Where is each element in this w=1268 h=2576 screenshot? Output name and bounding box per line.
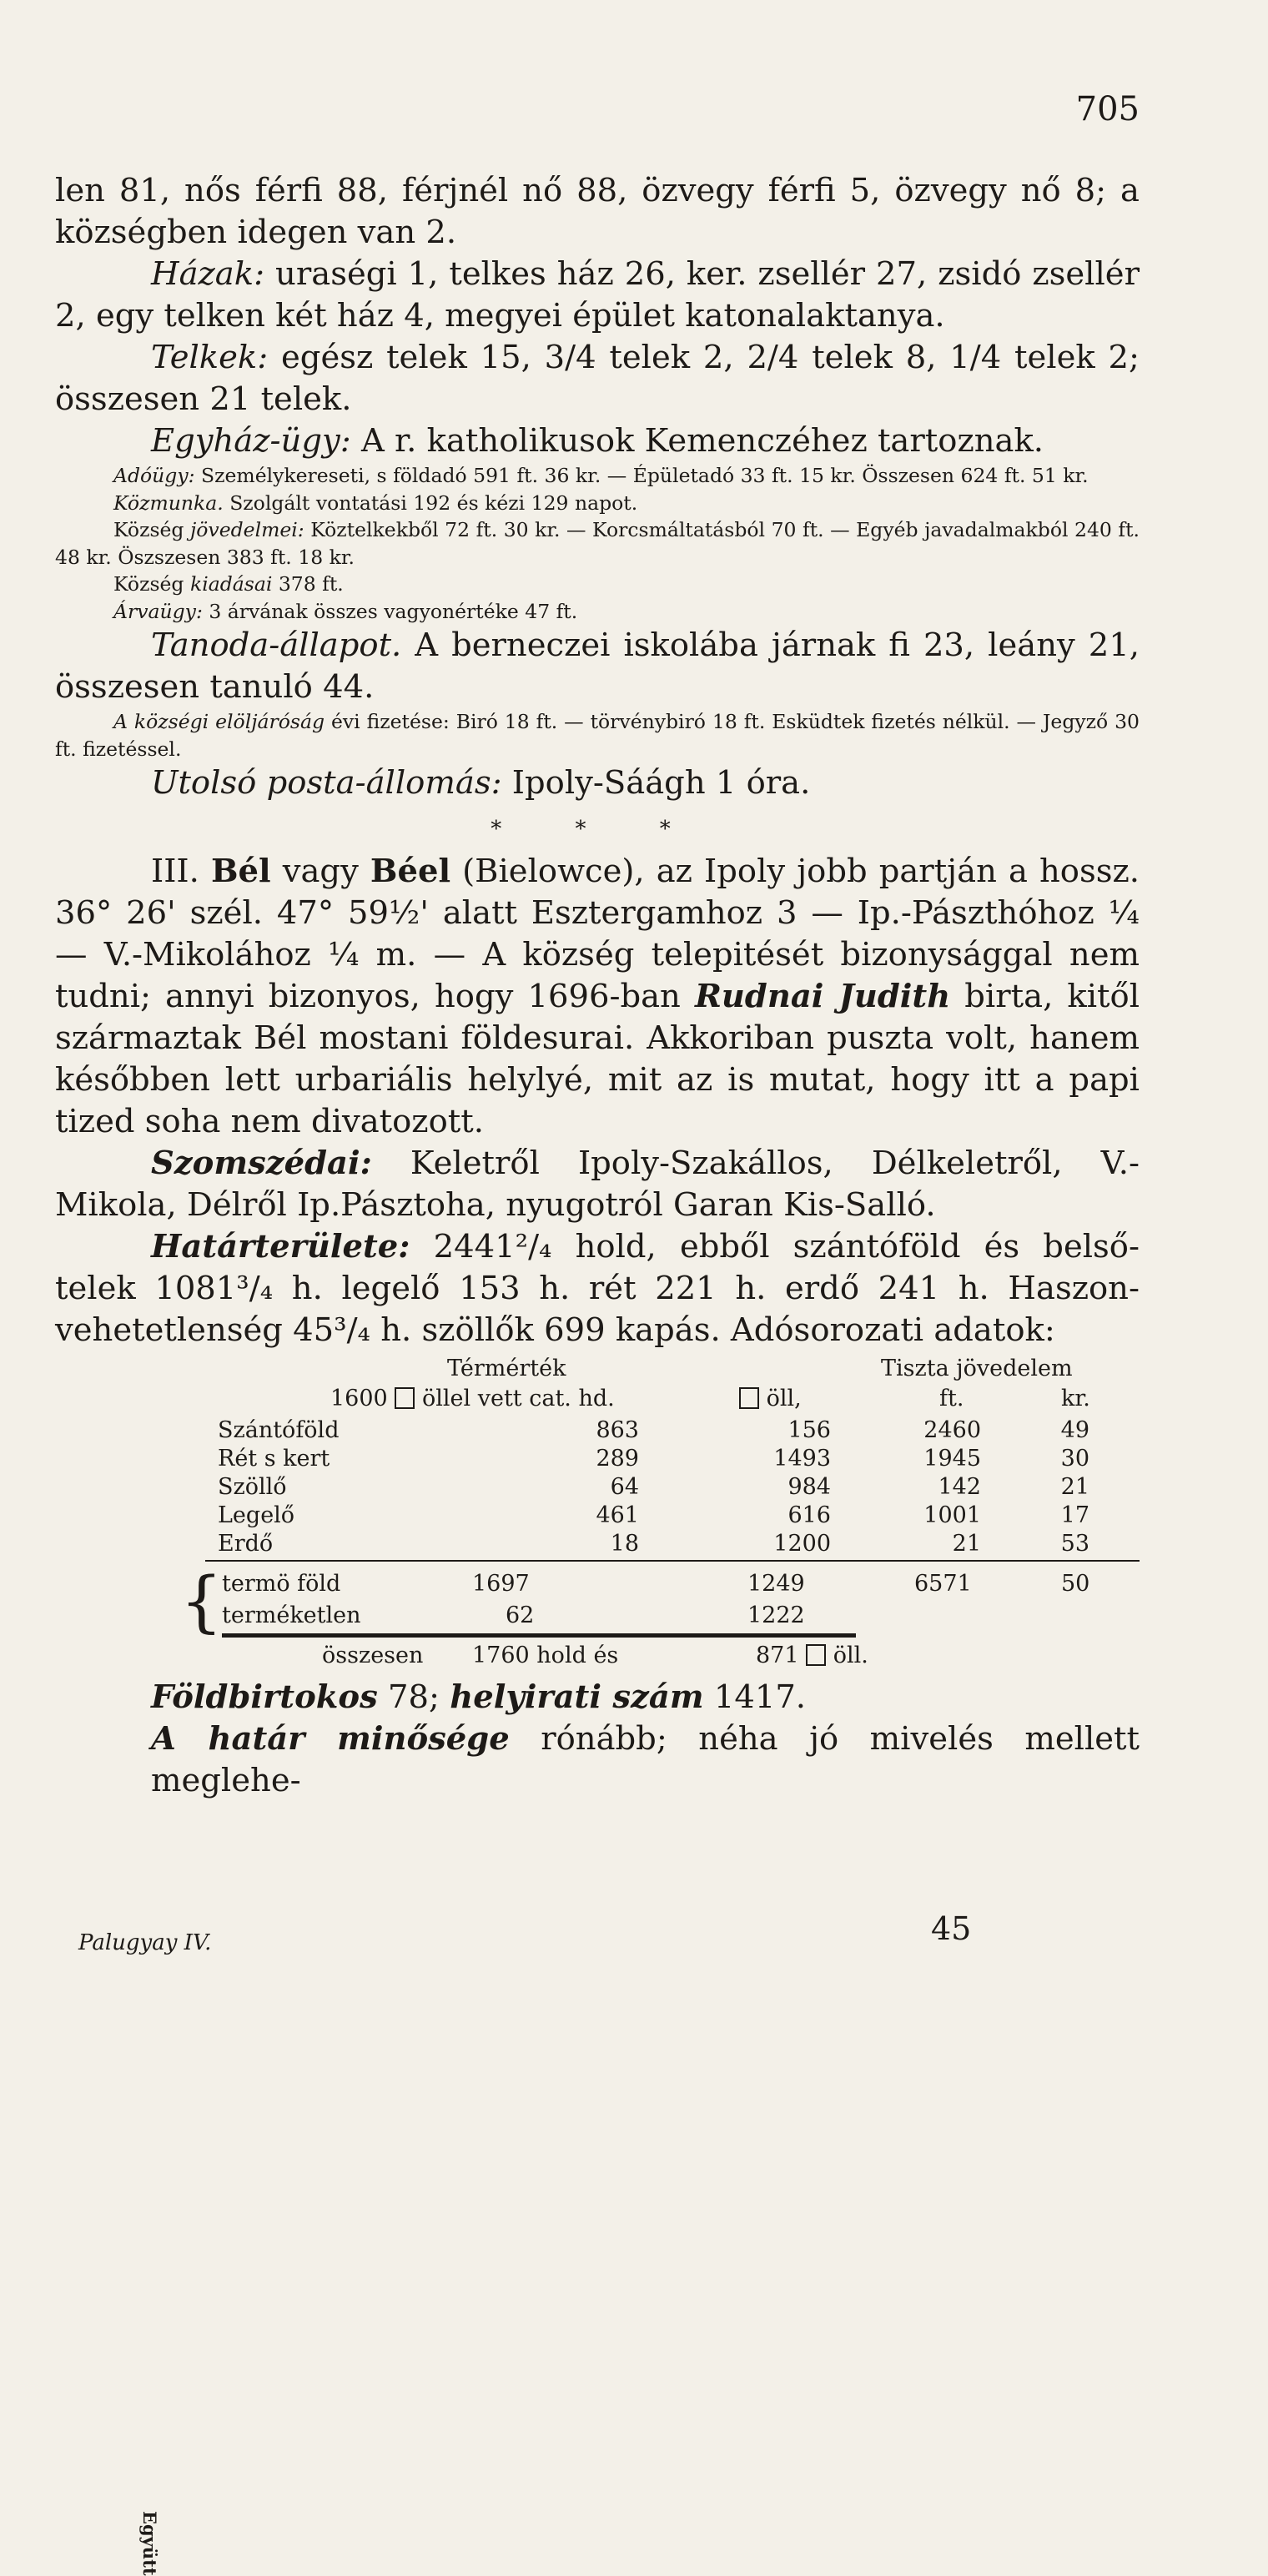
square-icon: [739, 1387, 759, 1409]
table-cell: 616: [787, 1502, 831, 1528]
tanoda-label: Tanoda-állapot.: [151, 626, 402, 664]
table-cell: 21: [1060, 1474, 1089, 1500]
table-cell: 984: [787, 1474, 831, 1500]
header-1600: [330, 1385, 415, 1412]
footer: [55, 1910, 1140, 1960]
kiadasai-label-b: kiadásai: [189, 572, 273, 596]
header-ft: ft.: [939, 1386, 964, 1411]
table-cell: 64: [610, 1474, 639, 1500]
table-row-label: Rét s kert: [218, 1446, 330, 1472]
para-egyhaz: [55, 420, 1140, 462]
posta-text: Ipoly-Sáágh 1 óra.: [501, 764, 811, 802]
table-cell: 18: [610, 1531, 639, 1557]
hatar-label: Határterülete:: [151, 1228, 410, 1265]
para-hazak: [55, 254, 1140, 337]
para-kozmunka: [55, 490, 1140, 517]
arvaugy-text: 3 árvának összes vagyonértéke 47 ft.: [202, 599, 578, 623]
adougy-label: Adóügy:: [113, 464, 195, 487]
para-bel: [55, 851, 1140, 1143]
rudnai-name: Rudnai Judith: [694, 978, 951, 1015]
sum-rule: [222, 1633, 856, 1638]
para-telkek: [55, 337, 1140, 420]
bel-name-2: Béel: [370, 853, 451, 890]
bel-name-1: Bél: [210, 853, 271, 890]
kiadasai-label-a: Község: [113, 572, 184, 596]
header-tiszta: Tiszta jövedelem: [881, 1356, 1073, 1381]
table-cell: 863: [596, 1417, 639, 1443]
total-termo-hd: 1697: [472, 1571, 530, 1597]
section-stars: * * *: [491, 817, 704, 842]
table-cell: 1945: [923, 1446, 981, 1472]
sum-hd: 1760 hold és: [472, 1643, 619, 1668]
square-icon: [806, 1644, 826, 1666]
table-row-label: Erdő: [218, 1531, 274, 1557]
helyirati-label: helyirati szám: [450, 1678, 704, 1716]
eloljaro-text: évi fizetése: Biró 18 ft. — törvénybiró 18 ft. Esküdtek fizetés nélkül. — Jegyző 30 ft. fizetéssel.: [55, 710, 1140, 761]
header-oll: [739, 1385, 802, 1412]
total-termeketlen-name: terméketlen: [222, 1602, 361, 1628]
table-cell: 53: [1060, 1531, 1089, 1557]
kiadasai-text: 378 ft.: [272, 572, 344, 596]
kozmunka-text: Szolgált vontatási 192 és kézi 129 napot.: [223, 491, 638, 515]
bel-number: III.: [151, 853, 199, 890]
table-cell: 1200: [773, 1531, 831, 1557]
total-termo-oll: 1249: [747, 1571, 805, 1597]
last-label: A határ minősége: [151, 1720, 510, 1758]
sum-oll-value: 871: [756, 1643, 799, 1668]
last-text: rónább; néha jó mivelés mellett meglehe-: [151, 1720, 1140, 1799]
sum-oll: [756, 1642, 868, 1669]
posta-label: Utolsó posta-állomás:: [151, 764, 502, 802]
para-posta: [55, 762, 1140, 804]
header-1600-text: 1600: [330, 1386, 388, 1411]
side-label: Együtt: [139, 2511, 160, 2576]
para-foldbirt: [55, 1677, 1140, 1718]
hazak-label: Házak:: [151, 255, 265, 293]
table-cell: 142: [938, 1474, 981, 1500]
sum-name: összesen: [322, 1643, 424, 1668]
table-cell: 21: [952, 1531, 981, 1557]
header-ollel: öllel vett cat. hd.: [422, 1386, 615, 1411]
table-cell: 1493: [773, 1446, 831, 1472]
square-icon: [395, 1387, 415, 1409]
header-kr: kr.: [1061, 1386, 1090, 1411]
table-row-label: Szántóföld: [218, 1417, 340, 1443]
page-number: 705: [1075, 90, 1140, 128]
sum-oll-unit: öll.: [833, 1643, 868, 1668]
kozmunka-label: Közmunka.: [113, 491, 224, 515]
para-hatar: [55, 1226, 1140, 1351]
tanoda-text: A berneczei iskolába járnak fi 23, leány 21, összesen tanuló 44.: [55, 626, 1140, 706]
total-termeketlen-hd: 62: [506, 1602, 535, 1628]
footer-sheet-number: 45: [931, 1910, 972, 1947]
egyhaz-label: Egyház-ügy:: [151, 422, 351, 460]
bel-text: (Bielowce), az Ipoly jobb partján a hossz. 36° 26' szél. 47° 59½' alatt Esztergamhoz 3 — Ip.-Pászthóhoz ¼ — V.-Mikolához ¼ m. — A község telepitését bizonysággal nem tudni; annyi bizonyos, hogy 1696-ban: [55, 853, 1140, 1015]
eloljaro-label: A községi elöljáróság: [113, 710, 325, 733]
hazak-text: uraségi 1, telkes ház 26, ker. zsellér 27, zsidó zsellér 2, egy telken két ház 4, megyei épület katonalaktanya.: [55, 255, 1140, 335]
para-eloljaro: [55, 708, 1140, 762]
table-cell: 2460: [923, 1417, 981, 1443]
table-cell: 49: [1060, 1417, 1089, 1443]
header-oll-text: öll,: [766, 1386, 802, 1411]
table-row-label: Legelő: [218, 1502, 295, 1528]
foldbirt-text: 78;: [377, 1678, 450, 1716]
telkek-label: Telkek:: [151, 339, 269, 376]
adougy-text: Személykereseti, s földadó 591 ft. 36 kr. — Épületadó 33 ft. 15 kr. Összesen 624 ft. 51 kr.: [194, 464, 1089, 487]
para-population: [55, 170, 1140, 254]
para-population-text: len 81, nős férfi 88, férjnél nő 88, özvegy férfi 5, özvegy nő 8; a községben idegen van 2.: [55, 172, 1140, 251]
table-cell: 289: [596, 1446, 639, 1472]
table-cell: 1001: [923, 1502, 981, 1528]
arvaugy-label: Árvaügy:: [113, 599, 203, 623]
table-cell: 17: [1060, 1502, 1089, 1528]
szomszed-text: Keletről Ipoly-Szakállos, Délkeletről, V.-Mikola, Délről Ip.Pásztoha, nyugotról Garan Kis-Salló.: [55, 1145, 1140, 1224]
para-arvaugy: [55, 598, 1140, 626]
total-termo-kr: 50: [1061, 1571, 1090, 1597]
jovedelmei-label-a: Község: [113, 518, 184, 541]
para-jovedelmei: [55, 516, 1140, 571]
header-termertek: Térmérték: [447, 1356, 566, 1381]
brace-icon: {: [180, 1562, 223, 1640]
table-row-label: Szöllő: [218, 1474, 287, 1500]
para-tanoda: [55, 625, 1140, 708]
para-szomszed: [55, 1143, 1140, 1226]
szomszed-label: Szomszédai:: [151, 1145, 372, 1182]
telkek-text: egész telek 15, 3/4 telek 2, 2/4 telek 8, 1/4 telek 2; összesen 21 telek.: [55, 339, 1140, 418]
bel-vagy: vagy: [270, 853, 370, 890]
footer-signature: Palugyay IV.: [78, 1930, 212, 1955]
total-termo-name: termö föld: [222, 1571, 341, 1597]
hatar-text: 2441²/₄ hold, ebből szántóföld és belső-telek 1081³/₄ h. legelő 153 h. rét 221 h. erdő 241 h. Haszon-vehetetlenség 45³/₄ h. szöllők 699 kapás. Adósorozati adatok:: [55, 1228, 1140, 1349]
foldbirt-label: Földbirtokos: [151, 1678, 378, 1716]
para-adougy: [55, 462, 1140, 490]
table-cell: 461: [596, 1502, 639, 1528]
total-termeketlen-oll: 1222: [747, 1602, 805, 1628]
para-kiadasai: [55, 571, 1140, 598]
bel-text-2: birta, kitől származtak Bél mostani földesurai. Akkoriban puszta volt, hanem későbben lett urbariális helylyé, mit az is mutat, hogy itt a papi tized soha nem divatozott.: [55, 978, 1140, 1140]
jovedelmei-text: Köztelkekből 72 ft. 30 kr. — Korcsmáltatásból 70 ft. — Egyéb javadalmakból 240 ft. 48 kr. Öszszesen 383 ft. 18 kr.: [55, 518, 1140, 569]
table-rule: [205, 1560, 1140, 1562]
para-last: [151, 1718, 1140, 1802]
total-termo-ft: 6571: [914, 1571, 972, 1597]
helyirati-text: 1417.: [703, 1678, 807, 1716]
table-cell: 156: [787, 1417, 831, 1443]
jovedelmei-label-b: jövedelmei:: [190, 518, 304, 541]
egyhaz-text: A r. katholikusok Kemenczéhez tartoznak.: [350, 422, 1044, 460]
table-cell: 30: [1060, 1446, 1089, 1472]
